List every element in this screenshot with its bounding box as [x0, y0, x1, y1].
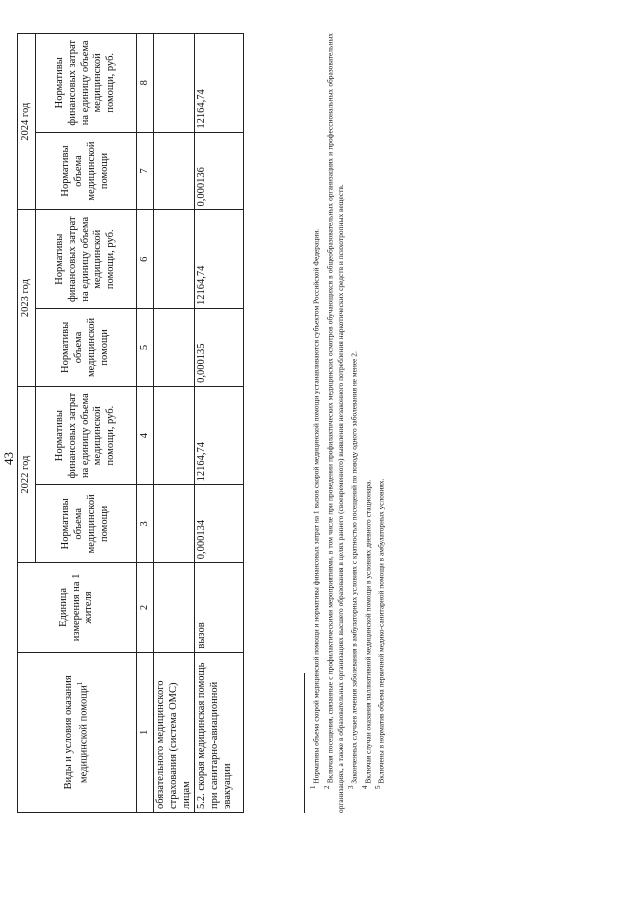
header-year-2023: 2023 год [18, 210, 36, 386]
column-number: 5 [137, 308, 154, 386]
column-number: 3 [137, 485, 154, 563]
footnote: $^1$ Нормативы объема скорой медицинской помощи и нормативы финансовых затрат на 1 вызов скорой медицинской помощи устанавливаются субъектом Российской Федерации. [309, 229, 321, 789]
row-unit [154, 563, 195, 652]
header-norm-volume-2023: Нормативы объема медицинской помощи [36, 308, 137, 386]
header-year-2024: 2024 год [18, 34, 36, 210]
header-unit: Единица измерения на 1 жителя [18, 563, 137, 652]
row-value [154, 210, 195, 309]
medical-norms-table [17, 33, 244, 813]
column-number: 4 [137, 386, 154, 485]
row-value [154, 485, 195, 563]
row-value [154, 308, 195, 386]
table-row [195, 34, 244, 813]
footnote: $^3$ Законченных случаев лечения заболевания в амбулаторных условиях с кратностью посещений по поводу одного заболевания не менее 2. [347, 351, 359, 789]
row-type: обязательного медицинского страхования (система ОМС) лицам [154, 652, 195, 812]
row-unit: вызов [195, 563, 244, 652]
header-norm-cost-2023: Нормативы финансовых затрат на единицу объема медицинской помощи, руб. [36, 210, 137, 309]
header-year-2022: 2022 год [18, 386, 36, 562]
column-number: 2 [137, 563, 154, 652]
header-norm-cost-2022: Нормативы финансовых затрат на единицу объема медицинской помощи, руб. [36, 386, 137, 485]
row-value: 0,000136 [195, 132, 244, 210]
row-type: 5.2. скорая медицинская помощь при санитарно-авиационной эвакуации [195, 652, 244, 812]
footnote: $^2$ Включая посещения, связанные с профилактическими мероприятиями, в том числе при проведении профилактических медицинских осмотров обучающихся в общеобразовательных организациях и профессиональных образовательных организациях, а также в образовательных организациях высшего образования в целях раннего (своевременного) выявления незаконного потребления наркотических средств и психотропных веществ. [322, 33, 346, 813]
header-norm-volume-2024: Нормативы объема медицинской помощи [36, 132, 137, 210]
footnote-separator [304, 673, 305, 813]
header-norm-volume-2022: Нормативы объема медицинской помощи [36, 485, 137, 563]
row-value: 0,000135 [195, 308, 244, 386]
row-value [154, 34, 195, 133]
row-value: 12164,74 [195, 210, 244, 309]
page-number-label: 43 [1, 452, 16, 465]
header-types: Виды и условия оказания медицинской помощи$^1$ [18, 652, 137, 812]
footnotes [308, 33, 387, 813]
column-number: 6 [137, 210, 154, 309]
row-value [154, 132, 195, 210]
row-value: 12164,74 [195, 34, 244, 133]
column-number: 1 [137, 652, 154, 812]
row-value: 12164,74 [195, 386, 244, 485]
header-norm-cost-2024: Нормативы финансовых затрат на единицу объема медицинской помощи, руб. [36, 34, 137, 133]
row-value [154, 386, 195, 485]
column-number: 7 [137, 132, 154, 210]
footnote: $^5$ Включены в норматив объема первичной медико-санитарной помощи в амбулаторных условиях. [374, 478, 386, 789]
row-value: 0,000134 [195, 485, 244, 563]
footnote: $^4$ Включая случаи оказания паллиативной медицинской помощи в условиях дневного стационара. [360, 479, 373, 789]
column-number: 8 [137, 34, 154, 133]
table-row [154, 34, 195, 813]
